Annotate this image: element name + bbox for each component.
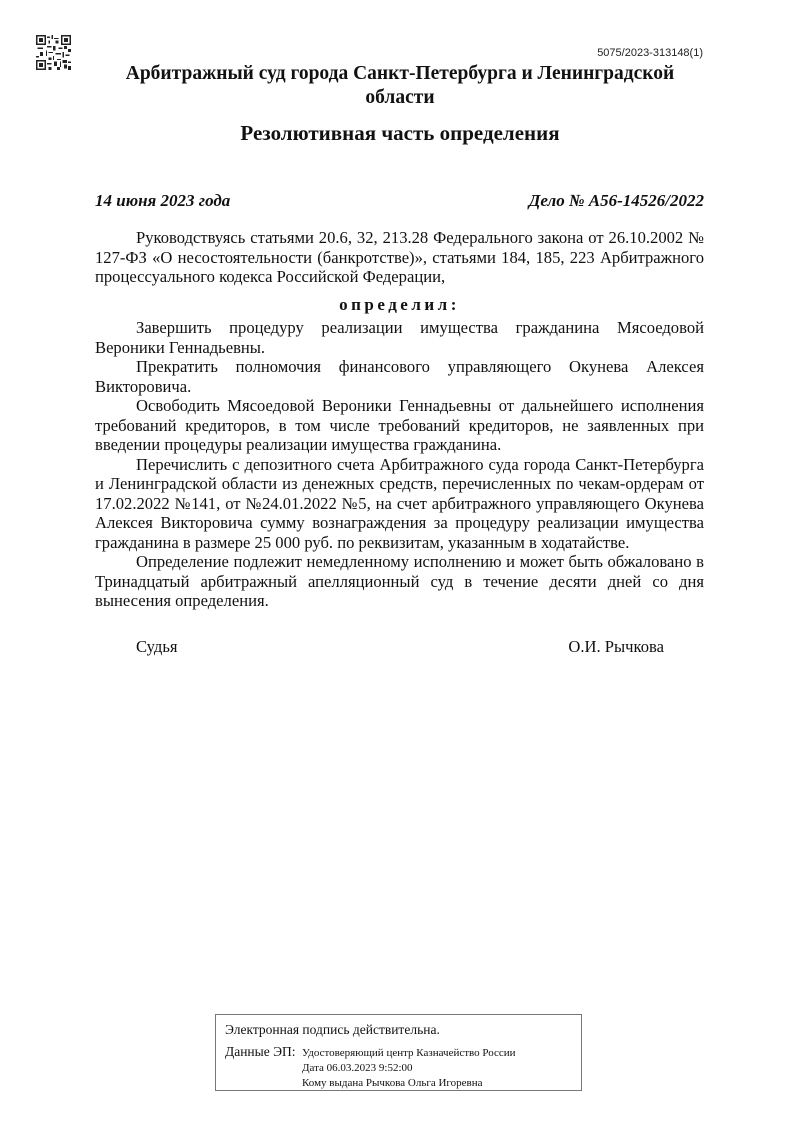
ruling-paragraph: Освободить Мясоедовой Вероники Геннадьевны от дальнейшего исполнения требований кредиторов, в том числе требований кредиторов, не заявленных при введении процедуры реализации имущества гражданина. <box>95 396 704 454</box>
e-signature-status: Электронная подпись действительна. <box>225 1022 440 1037</box>
court-name: Арбитражный суд города Санкт-Петербурга и Ленинградской области <box>125 63 675 108</box>
ruling-paragraph: Завершить процедуру реализации имущества гражданина Мясоедовой Вероники Геннадьевны. <box>95 318 704 357</box>
ruling-paragraph: Определение подлежит немедленному исполнению и может быть обжаловано в Тринадцатый арбитражный апелляционный суд в течение десяти дней со дня вынесения определения. <box>95 552 704 610</box>
judge-label: Судья <box>136 637 178 656</box>
ruling-paragraph: Прекратить полномочия финансового управляющего Окунева Алексея Викторовича. <box>95 357 704 396</box>
decided-heading: определил: <box>339 294 460 314</box>
e-signature-box <box>215 1014 582 1091</box>
e-signature-issued-to: Кому выдана Рычкова Ольга Игоревна <box>302 1077 483 1089</box>
e-signature-details <box>302 1046 516 1091</box>
document-number: 5075/2023-313148(1) <box>597 47 703 59</box>
qr-code-icon <box>36 35 71 70</box>
e-signature-date: Дата 06.03.2023 9:52:00 <box>302 1062 413 1074</box>
document-title: Резолютивная часть определения <box>240 121 560 145</box>
e-signature-data-label: Данные ЭП: <box>225 1044 296 1059</box>
document-body <box>95 228 704 611</box>
decision-date: 14 июня 2023 года <box>95 191 231 210</box>
judge-name: О.И. Рычкова <box>568 637 664 656</box>
ruling-paragraph: Перечислить с депозитного счета Арбитражного суда города Санкт-Петербурга и Ленинградской области из денежных средств, перечисленных по чекам-ордерам от 17.02.2022 №141, от №24.01.2022 №5, на счет арбитражного управляющего Окунева Алексея Викторовича сумму вознаграждения за процедуру реализации имущества гражданина в размере 25 000 руб. по реквизитам, указанным в ходатайстве. <box>95 454 704 552</box>
preamble-paragraph: Руководствуясь статьями 20.6, 32, 213.28 Федерального закона от 26.10.2002 № 127-ФЗ «О несостоятельности (банкротстве)», статьями 184, 185, 223 Арбитражного процессуального кодекса Российской Федерации, <box>95 228 704 286</box>
e-signature-issuer: Удостоверяющий центр Казначейство России <box>302 1047 516 1059</box>
case-number: Дело № А56-14526/2022 <box>528 191 704 210</box>
